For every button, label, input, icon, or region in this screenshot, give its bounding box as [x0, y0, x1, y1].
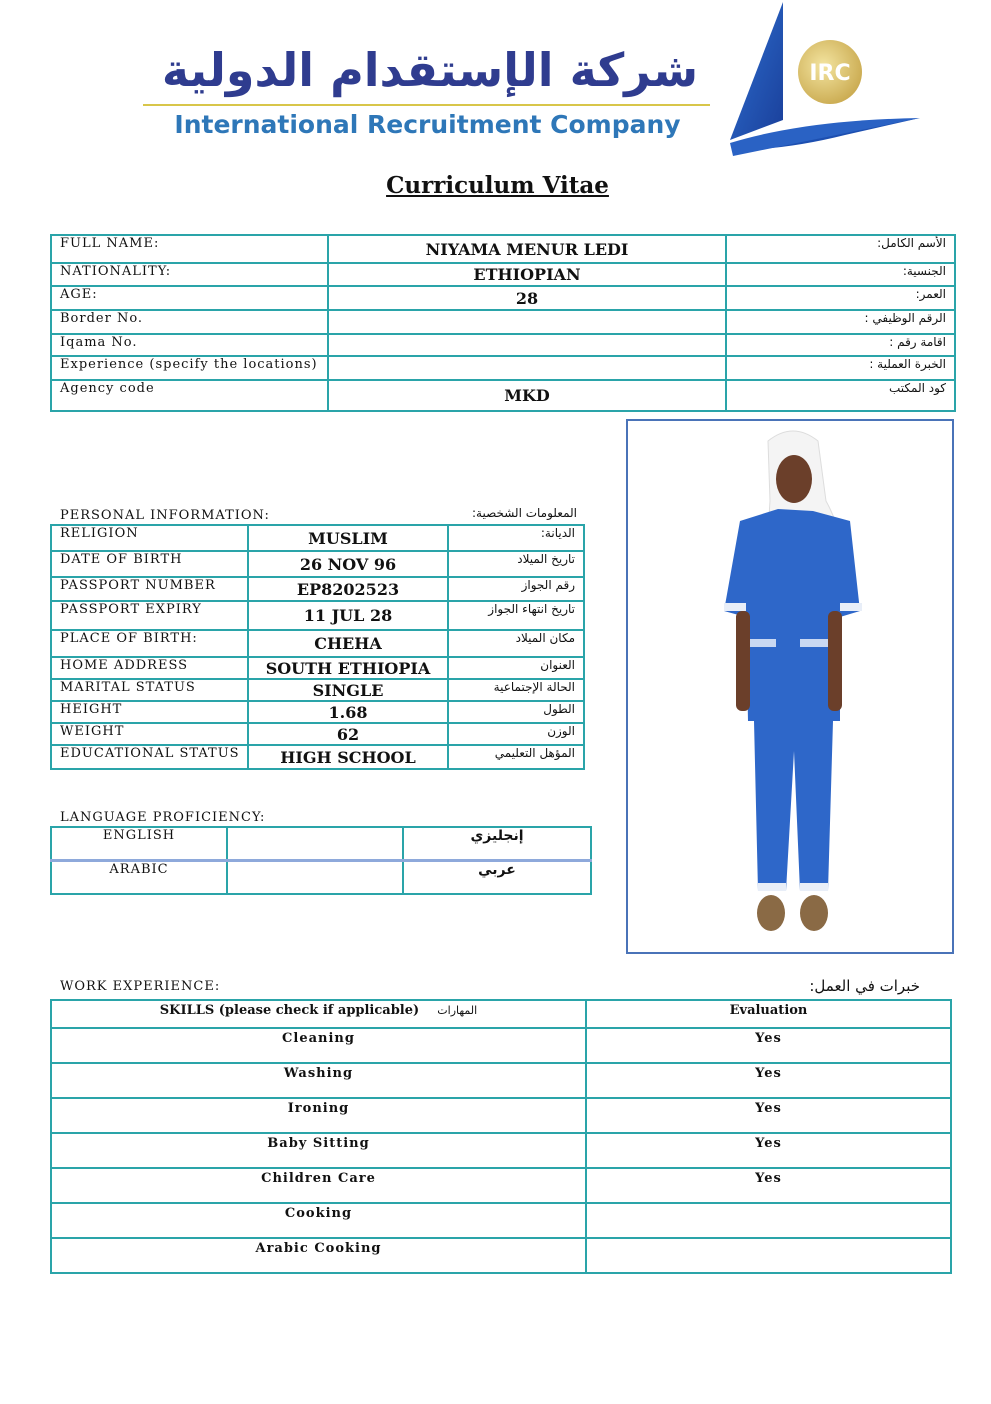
personal-info-heading-ar: المعلومات الشخصية:	[471, 506, 577, 520]
basic-row	[51, 235, 955, 263]
skills-header	[51, 1000, 586, 1028]
personal-label-ar: المؤهل التعليمي	[448, 745, 584, 769]
skill-evaluation: Yes	[586, 1168, 951, 1203]
logo-badge-text: IRC	[809, 61, 851, 86]
skill-evaluation: Yes	[586, 1028, 951, 1063]
candidate-figure-icon	[628, 421, 952, 952]
personal-row	[51, 745, 584, 769]
personal-value: 11 JUL 28	[248, 601, 448, 630]
personal-label-ar: تاريخ انتهاء الجواز	[448, 601, 584, 630]
personal-row	[51, 657, 584, 679]
basic-row	[51, 263, 955, 286]
personal-row	[51, 551, 584, 577]
evaluation-header: Evaluation	[586, 1000, 951, 1028]
page-title: Curriculum Vitae	[386, 172, 609, 199]
basic-label: Agency code	[51, 380, 328, 411]
personal-label-ar: مكان الميلاد	[448, 630, 584, 657]
personal-label: PASSPORT EXPIRY	[51, 601, 248, 630]
basic-label: NATIONALITY:	[51, 263, 328, 286]
basic-label: FULL NAME:	[51, 235, 328, 263]
personal-value: 62	[248, 723, 448, 745]
basic-label: AGE:	[51, 286, 328, 310]
skill-name: Cleaning	[51, 1028, 586, 1063]
personal-info-table	[50, 524, 585, 770]
personal-value: SOUTH ETHIOPIA	[248, 657, 448, 679]
skill-evaluation	[586, 1238, 951, 1273]
basic-value	[328, 356, 726, 380]
basic-info-table	[50, 234, 956, 412]
personal-info-heading: PERSONAL INFORMATION:	[60, 508, 270, 523]
skill-row	[51, 1028, 951, 1063]
language-row	[51, 860, 591, 894]
skill-row	[51, 1098, 951, 1133]
language-label: ENGLISH	[51, 827, 227, 860]
personal-label-ar: رقم الجواز	[448, 577, 584, 601]
personal-label: RELIGION	[51, 525, 248, 551]
skills-header-row	[51, 1000, 951, 1028]
personal-row	[51, 679, 584, 701]
skill-evaluation: Yes	[586, 1133, 951, 1168]
personal-label: MARITAL STATUS	[51, 679, 248, 701]
personal-row	[51, 723, 584, 745]
personal-value: CHEHA	[248, 630, 448, 657]
basic-label-ar: الجنسية:	[726, 263, 955, 286]
language-label-ar: إنجليزي	[403, 827, 591, 860]
skill-name: Cooking	[51, 1203, 586, 1238]
skill-evaluation: Yes	[586, 1098, 951, 1133]
skill-name: Ironing	[51, 1098, 586, 1133]
skill-evaluation	[586, 1203, 951, 1238]
personal-row	[51, 577, 584, 601]
language-table	[50, 826, 592, 895]
basic-label: Iqama No.	[51, 334, 328, 356]
basic-value: MKD	[328, 380, 726, 411]
basic-label: Experience (specify the locations)	[51, 356, 328, 380]
skill-row	[51, 1168, 951, 1203]
language-level	[227, 827, 403, 860]
basic-row	[51, 380, 955, 411]
basic-label-ar: كود المكتب	[726, 380, 955, 411]
logo-divider	[143, 104, 710, 106]
personal-label: DATE OF BIRTH	[51, 551, 248, 577]
personal-row	[51, 630, 584, 657]
skill-row	[51, 1133, 951, 1168]
personal-row	[51, 525, 584, 551]
company-name-english: International Recruitment Company	[174, 110, 681, 139]
basic-label-ar: الخبرة العملية :	[726, 356, 955, 380]
personal-label-ar: تاريخ الميلاد	[448, 551, 584, 577]
personal-value: EP8202523	[248, 577, 448, 601]
basic-row	[51, 286, 955, 310]
skill-name: Baby Sitting	[51, 1133, 586, 1168]
basic-label-ar: الرقم الوظيفي :	[726, 310, 955, 334]
personal-label: HOME ADDRESS	[51, 657, 248, 679]
personal-row	[51, 701, 584, 723]
basic-value: ETHIOPIAN	[328, 263, 726, 286]
skill-name: Children Care	[51, 1168, 586, 1203]
skill-evaluation: Yes	[586, 1063, 951, 1098]
basic-label-ar: العمر:	[726, 286, 955, 310]
skills-header-label: SKILLS (please check if applicable)	[159, 1003, 420, 1018]
language-row	[51, 827, 591, 860]
personal-value: SINGLE	[248, 679, 448, 701]
skill-row	[51, 1238, 951, 1273]
personal-value: 26 NOV 96	[248, 551, 448, 577]
personal-label-ar: الحالة الإجتماعية	[448, 679, 584, 701]
language-level	[227, 860, 403, 894]
basic-value	[328, 334, 726, 356]
personal-value: MUSLIM	[248, 525, 448, 551]
basic-label-ar: اقامة رقم :	[726, 334, 955, 356]
skill-row	[51, 1203, 951, 1238]
personal-label: PLACE OF BIRTH:	[51, 630, 248, 657]
candidate-photo	[626, 419, 954, 954]
personal-label-ar: الديانة:	[448, 525, 584, 551]
language-label: ARABIC	[51, 860, 227, 894]
basic-row	[51, 334, 955, 356]
personal-label: EDUCATIONAL STATUS	[51, 745, 248, 769]
basic-value: NIYAMA MENUR LEDI	[328, 235, 726, 263]
personal-value: 1.68	[248, 701, 448, 723]
personal-label: PASSPORT NUMBER	[51, 577, 248, 601]
skills-table	[50, 999, 952, 1274]
personal-row	[51, 601, 584, 630]
basic-label-ar: الأسم الكامل:	[726, 235, 955, 263]
skills-header-label-ar: المهارات	[437, 1004, 478, 1017]
skill-name: Washing	[51, 1063, 586, 1098]
work-experience-heading: WORK EXPERIENCE:	[60, 979, 221, 994]
skill-row	[51, 1063, 951, 1098]
personal-label-ar: الطول	[448, 701, 584, 723]
language-label-ar: عربي	[403, 860, 591, 894]
company-name-arabic: شركة الإستقدام الدولية	[161, 43, 699, 97]
personal-label-ar: العنوان	[448, 657, 584, 679]
personal-label: WEIGHT	[51, 723, 248, 745]
basic-value: 28	[328, 286, 726, 310]
basic-row	[51, 310, 955, 334]
basic-row	[51, 356, 955, 380]
basic-value	[328, 310, 726, 334]
company-logo-icon	[725, 0, 925, 160]
personal-label: HEIGHT	[51, 701, 248, 723]
basic-label: Border No.	[51, 310, 328, 334]
language-heading: LANGUAGE PROFICIENCY:	[60, 810, 266, 825]
personal-value: HIGH SCHOOL	[248, 745, 448, 769]
work-experience-heading-ar: خبرات في العمل:	[809, 977, 920, 995]
skill-name: Arabic Cooking	[51, 1238, 586, 1273]
personal-label-ar: الوزن	[448, 723, 584, 745]
